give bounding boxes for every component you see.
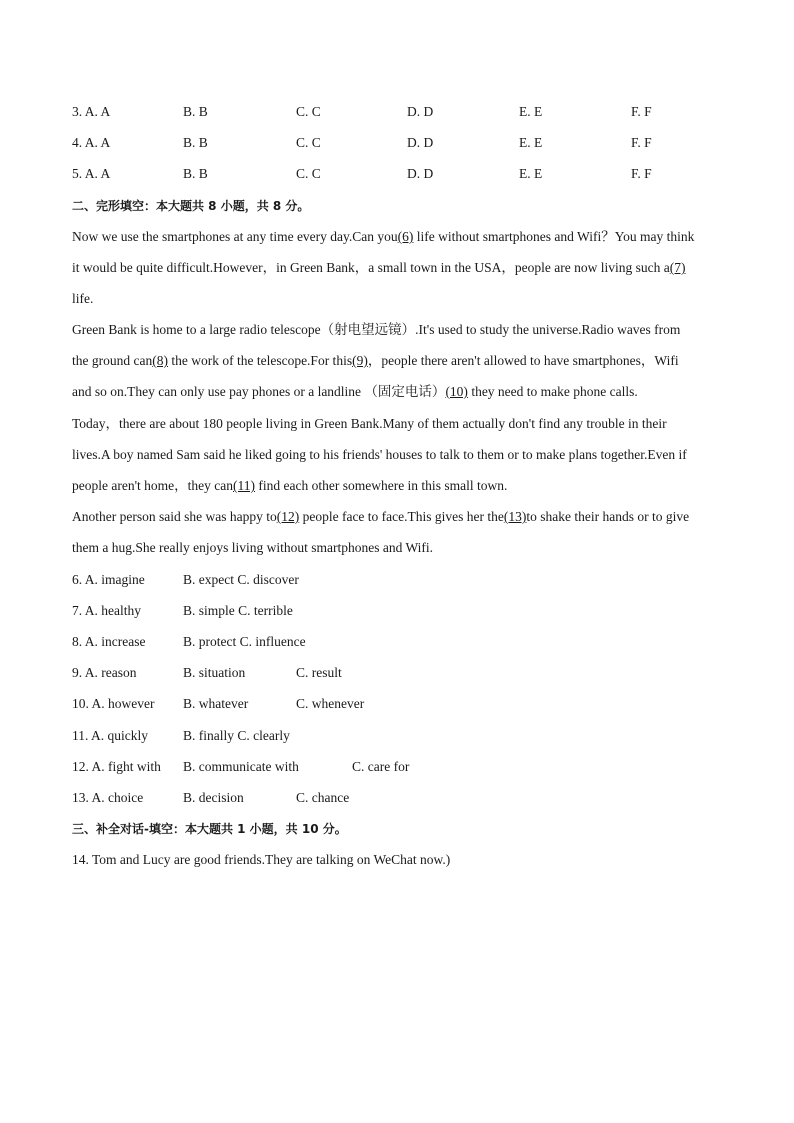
option-b: B. B (183, 135, 208, 150)
option-c: C. C (296, 135, 321, 150)
option-d: D. D (407, 104, 434, 119)
choice-c: C. whenever (296, 696, 365, 711)
blank-12: (12) (276, 509, 300, 524)
question-14: 14. Tom and Lucy are good friends.They are talking on WeChat now.) (72, 852, 451, 867)
option-e: E. E (519, 135, 543, 150)
option-d: D. D (407, 135, 434, 150)
passage-line: them a hug.She really enjoys living without smartphones and Wifi. (72, 540, 434, 555)
blank-9: (9) (352, 353, 368, 368)
option-c: C. C (296, 166, 321, 181)
choice-b: B. situation (183, 665, 246, 680)
choice-c: C. care for (352, 759, 410, 774)
option-f: F. F (631, 104, 652, 119)
passage-text: find each other somewhere in this small town. (255, 478, 508, 493)
passage-text: the ground can (72, 353, 153, 368)
passage-text: it would be quite difficult.However，in Green Bank，a small town in the USA，people are now living such a (72, 260, 670, 275)
option-e: E. E (519, 166, 543, 181)
option-f: F. F (631, 166, 652, 181)
option-f: F. F (631, 135, 652, 150)
choice-a: 6. A. imagine (72, 572, 145, 587)
passage-line: Green Bank is home to a large radio telescope（射电望远镜）.It's used to study the universe.Radio waves from (72, 322, 681, 337)
option-d: D. D (407, 166, 434, 181)
choice-a: 7. A. healthy (72, 603, 141, 618)
passage-text: Now we use the smartphones at any time every day.Can you (72, 229, 398, 244)
passage-text: people aren't home，they can (72, 478, 233, 493)
passage-line (72, 383, 638, 401)
option-e: E. E (519, 104, 543, 119)
blank-13: (13) (503, 509, 527, 524)
option-a: 3. A. A (72, 104, 111, 119)
option-a: 5. A. A (72, 166, 111, 181)
choice-b: B. expect C. discover (183, 572, 299, 587)
blank-7: (7) (669, 260, 686, 275)
choice-c: C. result (296, 665, 342, 680)
option-b: B. B (183, 104, 208, 119)
passage-line (72, 477, 507, 495)
passage-line (72, 508, 689, 526)
blank-11: (11) (233, 478, 255, 493)
choice-b: B. simple C. terrible (183, 603, 293, 618)
passage-line: Today，there are about 180 people living in Green Bank.Many of them actually don't find any trouble in their (72, 416, 667, 431)
choice-b: B. finally C. clearly (183, 728, 290, 743)
option-c: C. C (296, 104, 321, 119)
choice-a: 10. A. however (72, 696, 155, 711)
passage-line: life. (72, 291, 94, 306)
choice-a: 8. A. increase (72, 634, 146, 649)
choice-b: B. communicate with (183, 759, 299, 774)
section-heading-dialogue: 三、补全对话-填空：本大题共 1 小题，共 10 分。 (72, 822, 347, 836)
option-b: B. B (183, 166, 208, 181)
choice-a: 13. A. choice (72, 790, 144, 805)
section-heading-cloze: 二、完形填空：本大题共 8 小题，共 8 分。 (72, 199, 310, 213)
choice-b: B. decision (183, 790, 244, 805)
passage-line: lives.A boy named Sam said he liked going to his friends' houses to talk to them or to make plans together.Even if (72, 447, 687, 462)
choice-b: B. protect C. influence (183, 634, 306, 649)
passage-line (72, 352, 679, 370)
choice-a: 11. A. quickly (72, 728, 148, 743)
passage-text: and so on.They can only use pay phones or a landline （固定电话） (72, 384, 446, 399)
choice-a: 9. A. reason (72, 665, 137, 680)
choice-c: C. chance (296, 790, 350, 805)
passage-line (72, 228, 694, 246)
blank-10: (10) (445, 384, 468, 399)
passage-text: life without smartphones and Wifi？You may think (413, 229, 695, 244)
passage-text: the work of the telescope.For this (167, 353, 353, 368)
choice-b: B. whatever (183, 696, 249, 711)
passage-text: people face to face.This gives her the (299, 509, 504, 524)
choice-a: 12. A. fight with (72, 759, 161, 774)
passage-text: they need to make phone calls. (467, 384, 638, 399)
passage-line (72, 259, 686, 277)
passage-text: ，people there aren't allowed to have smartphones，Wifi (367, 353, 679, 368)
blank-6: (6) (397, 229, 414, 244)
blank-8: (8) (152, 353, 168, 368)
passage-text: to shake their hands or to give (526, 509, 690, 524)
passage-text: Another person said she was happy to (72, 509, 277, 524)
option-a: 4. A. A (72, 135, 111, 150)
